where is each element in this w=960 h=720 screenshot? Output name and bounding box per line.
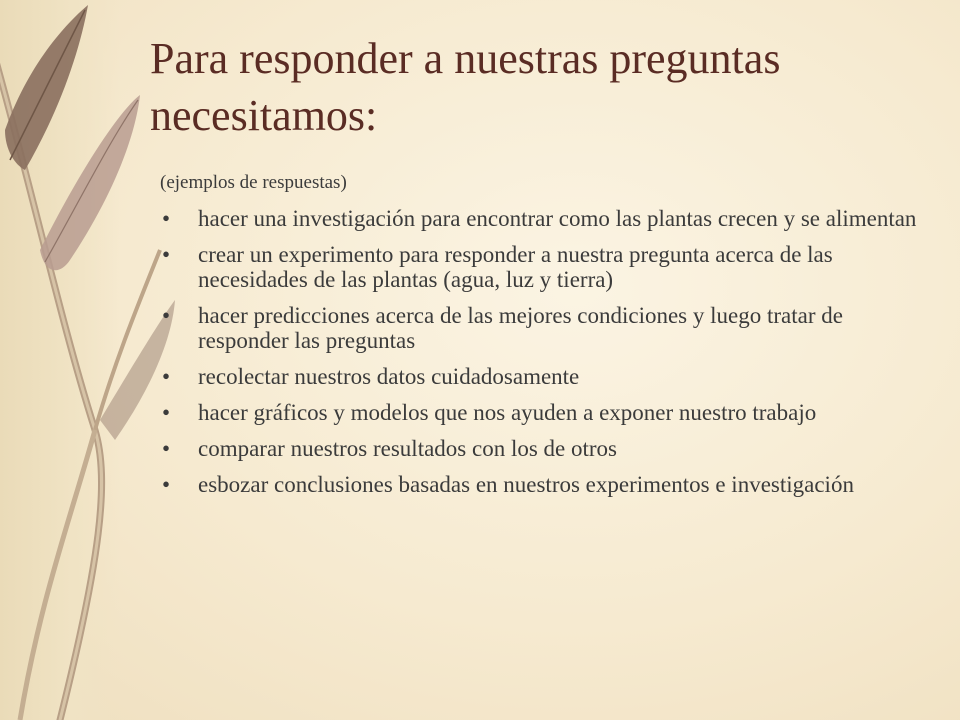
list-item-text: esbozar conclusiones basadas en nuestros experimentos e investigación bbox=[198, 472, 854, 497]
list-item bbox=[160, 303, 920, 353]
list-item bbox=[160, 242, 920, 292]
list-item-text: hacer gráficos y modelos que nos ayuden a exponer nuestro trabajo bbox=[198, 400, 817, 425]
bullet-icon: • bbox=[162, 242, 171, 267]
bullet-icon: • bbox=[162, 472, 171, 497]
bullet-icon: • bbox=[162, 436, 171, 461]
list-item bbox=[160, 364, 920, 389]
bullet-icon: • bbox=[162, 206, 171, 231]
subtitle: (ejemplos de respuestas) bbox=[160, 172, 347, 193]
list-item-text: hacer una investigación para encontrar como las plantas crecen y se alimentan bbox=[198, 206, 917, 231]
list-item-text: hacer predicciones acerca de las mejores condiciones y luego tratar de responder las preguntas bbox=[198, 303, 843, 353]
bullet-icon: • bbox=[162, 364, 171, 389]
list-item bbox=[160, 206, 920, 231]
list-item bbox=[160, 472, 920, 497]
slide-title: Para responder a nuestras preguntas necesitamos: bbox=[150, 34, 781, 141]
list-item-text: recolectar nuestros datos cuidadosamente bbox=[198, 364, 580, 389]
list-item bbox=[160, 436, 920, 461]
bullet-list bbox=[160, 206, 920, 508]
list-item bbox=[160, 400, 920, 425]
list-item-text: comparar nuestros resultados con los de otros bbox=[198, 436, 618, 461]
list-item-text: crear un experimento para responder a nuestra pregunta acerca de las necesidades de las plantas (agua, luz y tierra) bbox=[198, 242, 833, 292]
bullet-icon: • bbox=[162, 303, 171, 328]
bullet-icon: • bbox=[162, 400, 171, 425]
